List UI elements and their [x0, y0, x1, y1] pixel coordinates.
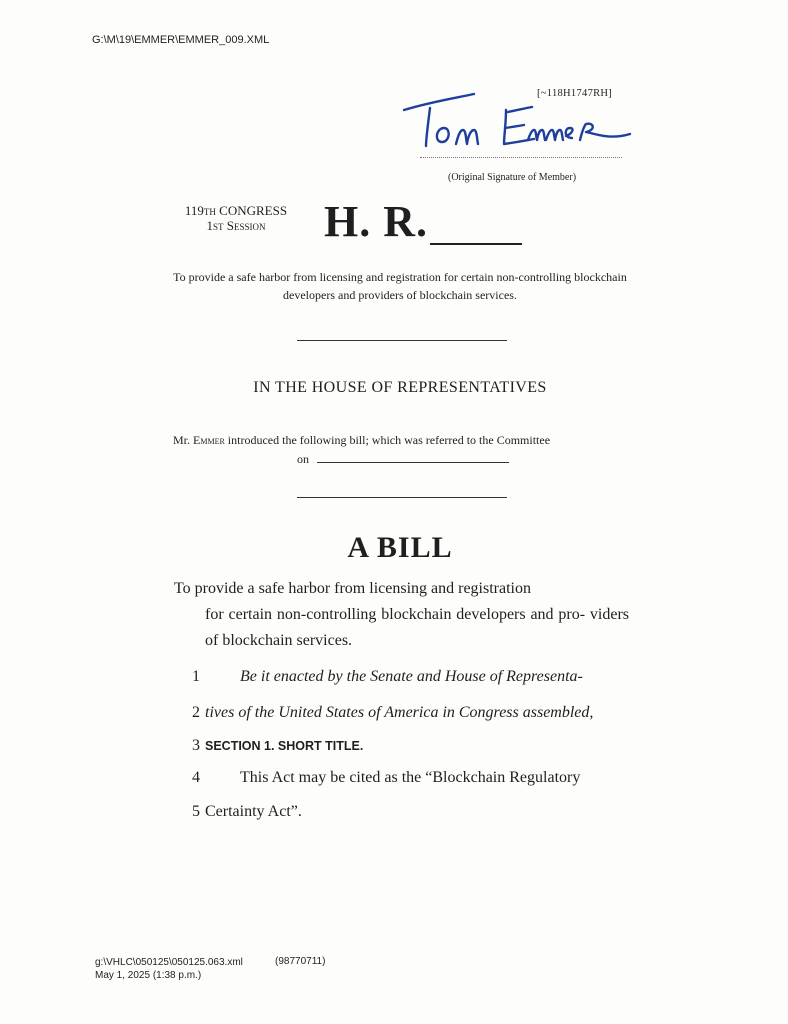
line-number: 2 — [192, 704, 200, 721]
sponsor-name: Emmer — [193, 433, 225, 447]
line-number: 4 — [192, 769, 200, 786]
line-text: Be it enacted by the Senate and House of Representa- — [240, 668, 583, 685]
bill-line — [180, 737, 632, 755]
line-text: Certainty Act”. — [205, 803, 302, 820]
draft-id: [~118H1747RH] — [537, 88, 613, 99]
bill-title: A BILL — [347, 531, 453, 564]
bill-line — [180, 803, 632, 821]
file-path: G:\M\19\EMMER\EMMER_009.XML — [92, 34, 270, 46]
divider-rule — [297, 497, 507, 498]
line-number: 1 — [192, 668, 200, 685]
line-text: tives of the United States of America in Congress assembled, — [205, 704, 594, 721]
bill-number-blank — [430, 243, 522, 245]
signature-line — [420, 157, 622, 158]
bill-line — [180, 704, 632, 722]
sponsor-prefix: Mr. — [173, 433, 191, 447]
bill-line — [180, 769, 632, 787]
member-signature — [400, 84, 640, 164]
divider-rule — [297, 340, 507, 341]
line-number: 3 — [192, 737, 200, 754]
footer-info — [95, 956, 243, 982]
purpose-statement — [174, 576, 629, 654]
session: 1st Session — [206, 218, 266, 233]
purpose-lead: To provide a safe harbor from licensing and registration — [174, 580, 531, 597]
signature-caption: (Original Signature of Member) — [448, 172, 577, 183]
congress-number: 119th CONGRESS — [184, 203, 288, 218]
committee-on: on — [297, 452, 309, 466]
congress-session — [172, 203, 300, 233]
introduction-statement — [173, 431, 629, 469]
short-purpose: To provide a safe harbor from licensing and registration for certain non-controlling blockchain developers and providers of blockchain services. — [173, 270, 627, 302]
purpose-continuation: for certain non-controlling blockchain developers and pro- viders of blockchain services. — [205, 606, 629, 649]
line-number: 5 — [192, 803, 200, 820]
chamber-heading: IN THE HOUSE OF REPRESENTATIVES — [253, 379, 547, 396]
introduction-text: introduced the following bill; which was referred to the Committee — [227, 433, 551, 447]
footer-date: May 1, 2025 (1:38 p.m.) — [95, 970, 202, 981]
bill-type: H. R. — [324, 197, 428, 246]
footer-code: (98770711) — [275, 956, 326, 967]
bill-line — [180, 668, 632, 686]
line-text: This Act may be cited as the “Blockchain Regulatory — [240, 769, 581, 786]
footer-path: g:\VHLC\050125\050125.063.xml — [95, 957, 243, 968]
section-heading: SECTION 1. SHORT TITLE. — [205, 739, 364, 753]
committee-blank — [317, 452, 509, 463]
